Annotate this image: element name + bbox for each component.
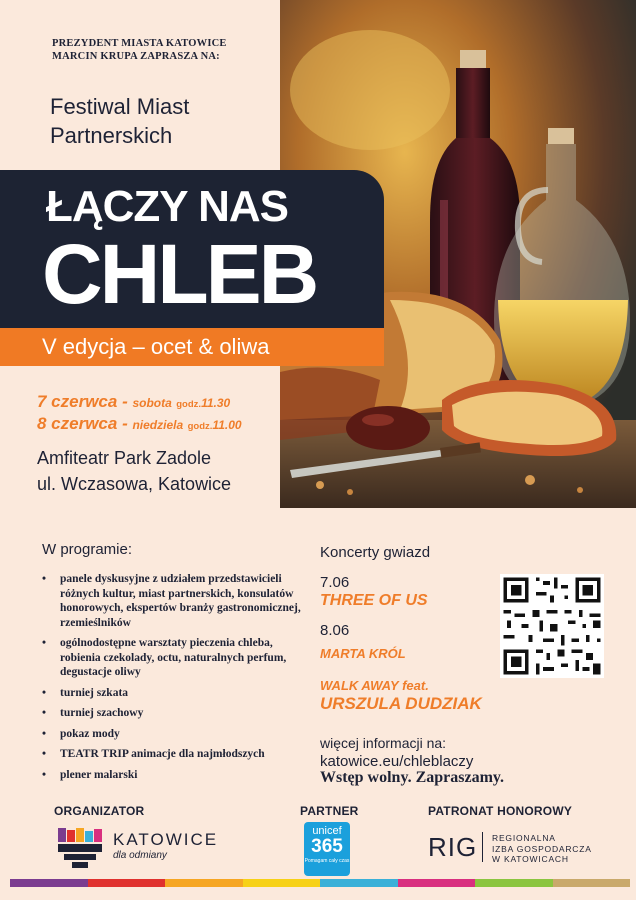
date-2-sep: - bbox=[117, 414, 133, 433]
venue bbox=[37, 445, 231, 497]
organizer-label: ORGANIZATOR bbox=[54, 804, 145, 818]
stripe-segment bbox=[320, 879, 398, 887]
date-2-day: niedziela bbox=[132, 418, 184, 432]
unicef-number: 365 bbox=[311, 836, 343, 857]
concert-date-2: 8.06 bbox=[320, 622, 350, 639]
color-stripe bbox=[10, 879, 630, 887]
partner-label: PARTNER bbox=[300, 804, 359, 818]
program-heading: W programie: bbox=[42, 541, 133, 558]
date-2-godz: godz. bbox=[187, 421, 213, 432]
presenter-invitation bbox=[52, 37, 227, 63]
concerts-heading: Koncerty gwiazd bbox=[320, 544, 431, 561]
festival-name bbox=[50, 92, 189, 150]
program-item: • TEATR TRIP animacje dla najmłodszych bbox=[42, 747, 312, 762]
rig-name bbox=[492, 833, 592, 865]
stripe-segment bbox=[88, 879, 166, 887]
program-item: • plener malarski bbox=[42, 768, 312, 783]
date-1-day: sobota bbox=[132, 396, 172, 410]
unicef-name: unicef bbox=[312, 825, 342, 837]
stripe-segment bbox=[10, 879, 88, 887]
title-line-1: ŁĄCZY NAS bbox=[46, 182, 288, 231]
date-2-time: 11.00 bbox=[212, 418, 242, 432]
rig-logo: RIG bbox=[428, 832, 478, 862]
qr-code-graphic bbox=[500, 574, 604, 678]
presenter-line-2: MARCIN KRUPA ZAPRASZA NA: bbox=[52, 51, 220, 62]
katowice-name: KATOWICE bbox=[113, 830, 219, 849]
rig-line-2: IZBA GOSPODARCZA bbox=[492, 843, 592, 854]
stripe-segment bbox=[398, 879, 476, 887]
date-1-sep: - bbox=[117, 392, 133, 411]
program-item: • turniej szkata bbox=[42, 686, 312, 701]
unicef-logo bbox=[304, 822, 350, 876]
festival-line-1: Festiwal Miast bbox=[50, 94, 190, 119]
date-1-time: 11.30 bbox=[201, 396, 231, 410]
date-line-1 bbox=[37, 392, 230, 412]
edition-label: V edycja – ocet & oliwa bbox=[42, 334, 270, 359]
stripe-segment bbox=[165, 879, 243, 887]
date-2: 8 czerwca bbox=[37, 414, 118, 433]
program-item: • turniej szachowy bbox=[42, 706, 312, 721]
program-list bbox=[42, 572, 312, 788]
katowice-tagline: dla odmiany bbox=[113, 850, 167, 861]
rig-line-3: W KATOWICACH bbox=[492, 854, 569, 864]
date-1-godz: godz. bbox=[176, 399, 202, 410]
band-walk-away: WALK AWAY feat. bbox=[320, 678, 429, 693]
band-three-of-us: THREE OF US bbox=[320, 592, 428, 609]
program-item: • panele dyskusyjne z udziałem przedstawicieli różnych kultur, miast partnerskich, konsulatów honorowych, ekspertów branży gastronomicznej, rzemieślników bbox=[42, 572, 312, 630]
unicef-tagline: Pomagam cały czas bbox=[304, 858, 350, 864]
program-item: • ogólnodostępne warsztaty pieczenia chleba, robienia czekolady, octu, naturalnych perfum, degustacje oliwy bbox=[42, 636, 312, 680]
date-1: 7 czerwca bbox=[37, 392, 118, 411]
festival-line-2: Partnerskich bbox=[50, 123, 173, 148]
stripe-segment bbox=[553, 879, 631, 887]
title-line-2: CHLEB bbox=[42, 227, 317, 321]
qr-code[interactable] bbox=[500, 574, 604, 678]
stripe-segment bbox=[475, 879, 553, 887]
rig-line-1: REGIONALNA bbox=[492, 833, 556, 843]
presenter-line-1: PREZYDENT MIASTA KATOWICE bbox=[52, 38, 227, 49]
info-link[interactable]: katowice.eu/chleblaczy bbox=[320, 753, 474, 770]
band-urszula-dudziak: URSZULA DUDZIAK bbox=[320, 694, 482, 713]
katowice-logo-icon bbox=[58, 828, 102, 868]
rig-divider bbox=[482, 832, 483, 862]
more-info-label: więcej informacji na: bbox=[320, 735, 447, 751]
free-entry-note: Wstęp wolny. Zapraszamy. bbox=[320, 769, 505, 786]
program-item: • pokaz mody bbox=[42, 727, 312, 742]
venue-line-1: Amfiteatr Park Zadole bbox=[37, 448, 212, 468]
band-marta-krol: MARTA KRÓL bbox=[320, 646, 406, 661]
patron-label: PATRONAT HONOROWY bbox=[428, 804, 573, 818]
stripe-segment bbox=[243, 879, 321, 887]
date-line-2 bbox=[37, 414, 242, 434]
venue-line-2: ul. Wczasowa, Katowice bbox=[37, 474, 232, 494]
concert-date-1: 7.06 bbox=[320, 574, 350, 591]
